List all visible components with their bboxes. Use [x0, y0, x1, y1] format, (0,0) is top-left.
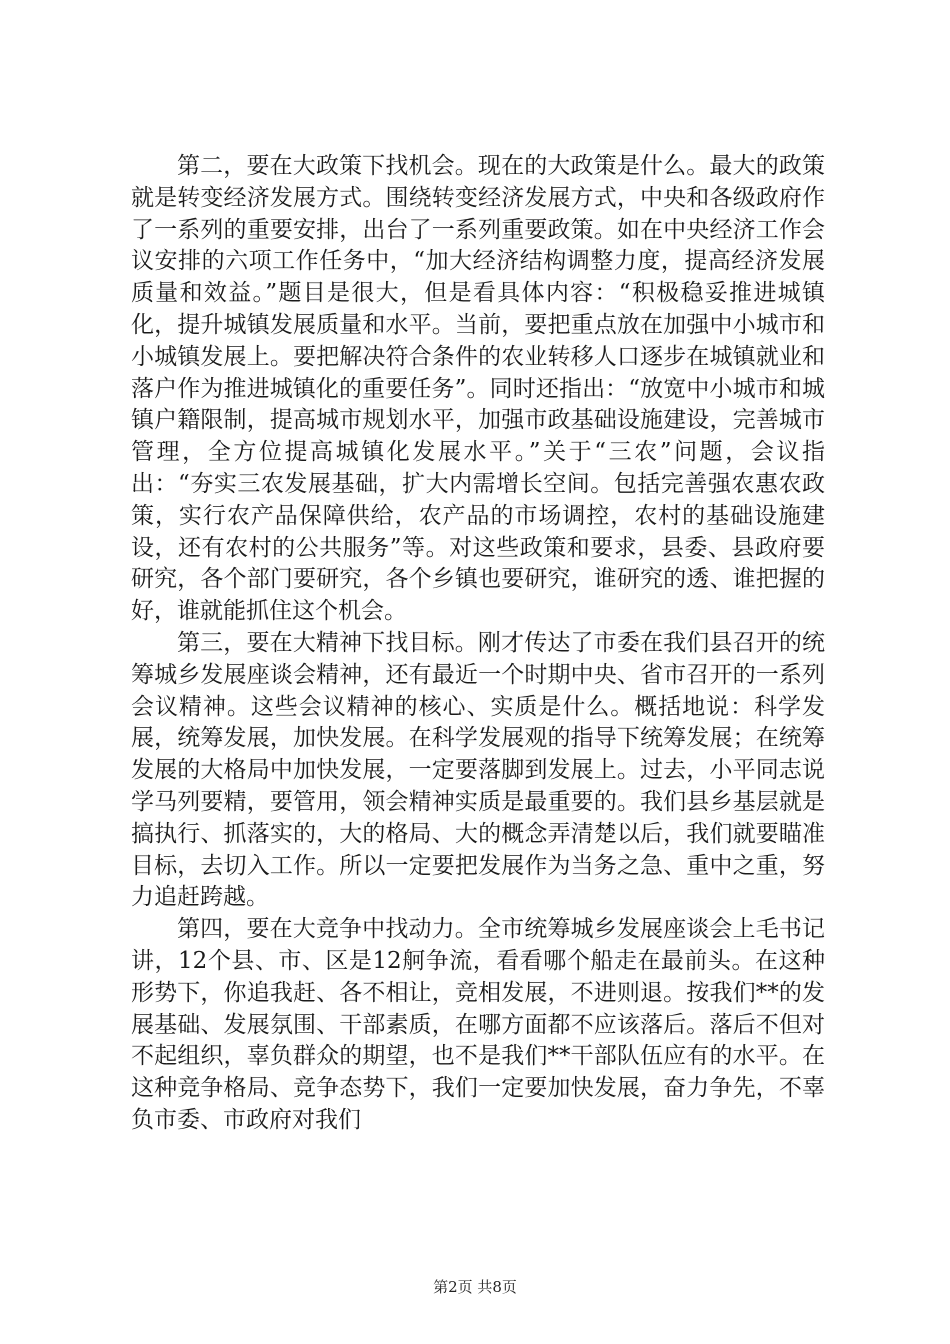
paragraph-goal: 第三，要在大精神下找目标。刚才传达了市委在我们县召开的统筹城乡发展座谈会精神，还有最近一个时期中央、省市召开的一系列会议精神。这些会议精神的核心、实质是什么。概括地说：科学发展，统筹发展，加快发展。在科学发展观的指导下统筹发展；在统筹发展的大格局中加快发展，一定要落脚到发展上。过去，小平同志说学马列要精，要管用，领会精神实质是最重要的。我们县乡基层就是搞执行、抓落实的，大的格局、大的概念弄清楚以后，我们就要瞄准目标，去切入工作。所以一定要把发展作为当务之急、重中之重，努力追赶跨越。	[131, 629, 825, 911]
page-footer	[0, 1276, 950, 1297]
document-body	[131, 151, 825, 1137]
page-number: 第2页 共8页	[433, 1278, 517, 1296]
paragraph-competition: 第四，要在大竞争中找动力。全市统筹城乡发展座谈会上毛书记讲，12个县、市、区是12舸争流，看看哪个船走在最前头。在这种形势下，你追我赶、各不相让，竞相发展，不进则退。按我们**的发展基础、发展氛围、干部素质，在哪方面都不应该落后。落后不但对不起组织，辜负群众的期望，也不是我们**干部队伍应有的水平。在这种竞争格局、竞争态势下，我们一定要加快发展，奋力争先，不辜负市委、市政府对我们	[131, 916, 825, 1133]
paragraph-policy: 第二，要在大政策下找机会。现在的大政策是什么。最大的政策就是转变经济发展方式。围绕转变经济发展方式，中央和各级政府作了一系列的重要安排，出台了一系列重要政策。如在中央经济工作会议安排的六项工作任务中，“加大经济结构调整力度，提高经济发展质量和效益。”题目是很大，但是看具体内容：“积极稳妥推进城镇化，提升城镇发展质量和水平。当前，要把重点放在加强中小城市和小城镇发展上。要把解决符合条件的农业转移人口逐步在城镇就业和落户作为推进城镇化的重要任务”。同时还指出：“放宽中小城市和城镇户籍限制，提高城市规划水平，加强市政基础设施建设，完善城市管理，全方位提高城镇化发展水平。”关于“三农”问题，会议指出：“夯实三农发展基础，扩大内需增长空间。包括完善强农惠农政策，实行农产品保障供给，农产品的市场调控，农村的基础设施建设，还有农村的公共服务”等。对这些政策和要求，县委、县政府要研究，各个部门要研究，各个乡镇也要研究，谁研究的透、谁把握的好，谁就能抓住这个机会。	[131, 153, 825, 625]
